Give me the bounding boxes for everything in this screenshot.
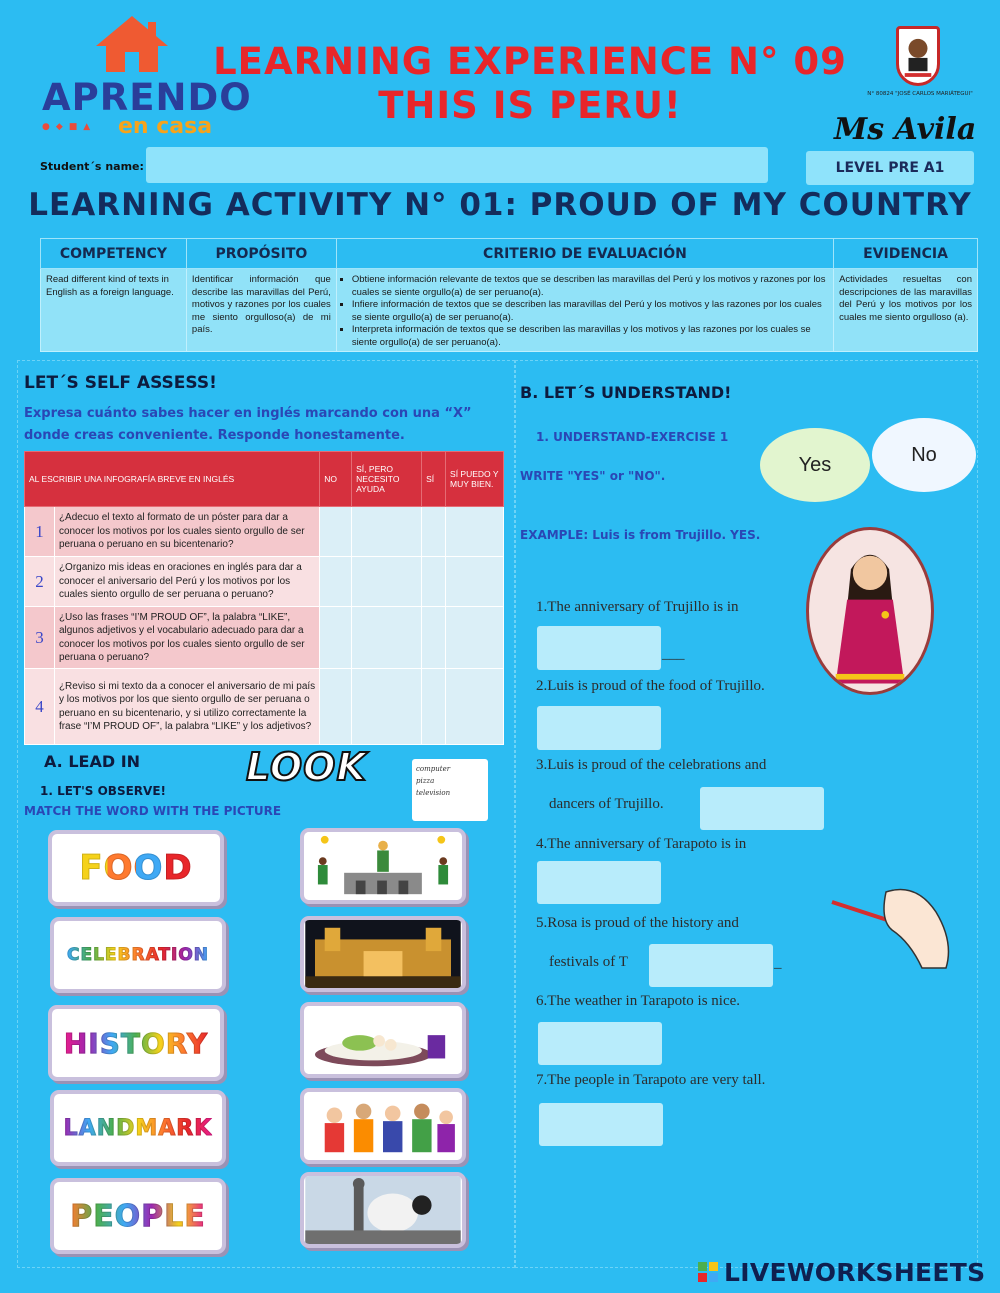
table-row xyxy=(25,607,504,669)
sketch-word: television xyxy=(416,789,451,797)
answer-input-7[interactable] xyxy=(539,1103,663,1146)
check-cell-yes[interactable] xyxy=(422,669,446,745)
word-card-history[interactable] xyxy=(48,1005,224,1081)
check-cell-no[interactable] xyxy=(320,607,352,669)
answer-input-1[interactable] xyxy=(537,626,661,670)
plaza-image xyxy=(304,1176,462,1244)
proposito-header: PROPÓSITO xyxy=(186,239,336,269)
picture-card-landmark[interactable] xyxy=(300,916,466,992)
logo-shapes-icon: ●◆■▲ xyxy=(42,122,97,132)
check-cell-verywell[interactable] xyxy=(446,607,504,669)
sa-header-help: SÍ, PERO NECESITO AYUDA xyxy=(352,452,422,507)
look-graphic: LOOK xyxy=(246,745,367,789)
liveworksheets-badge-icon xyxy=(698,1262,718,1282)
question-4: 4.The anniversary of Tarapoto is in xyxy=(536,836,747,852)
self-assess-table xyxy=(24,451,504,745)
celebration-image xyxy=(304,832,462,900)
question-1: 1.The anniversary of Trujillo is in xyxy=(536,599,739,615)
row-number: 3 xyxy=(25,607,55,669)
word-label: FOOD xyxy=(79,848,193,888)
table-row xyxy=(25,669,504,745)
picture-card-history[interactable] xyxy=(300,1172,466,1248)
self-assess-instructions: Expresa cuánto sabes hacer en inglés marcando con una “X” donde creas conveniente. Responde honestamente. xyxy=(24,406,472,443)
word-card-people[interactable] xyxy=(50,1178,226,1254)
liveworksheets-logo: LIVEWORKSHEETS xyxy=(724,1258,986,1287)
row-text: ¿Adecuo el texto al formato de un póster para dar a conocer los motivos por los cuales siento orgullo de ser peruana o peruano en su bicentenario? xyxy=(54,507,319,557)
question-6: 6.The weather in Tarapoto is nice. xyxy=(536,993,741,1009)
school-name: N° 80824 "JOSÉ CARLOS MARIÁTEGUI" xyxy=(867,91,973,97)
check-cell-yes[interactable] xyxy=(422,507,446,557)
exercise-example: EXAMPLE: Luis is from Trujillo. YES. xyxy=(520,528,761,542)
evidencia-cell: Actividades resueltas con descripciones de las maravillas del Perú y los motivos por los cuales me siento orgulloso (a). xyxy=(834,269,978,352)
check-cell-help[interactable] xyxy=(352,669,422,745)
check-cell-yes[interactable] xyxy=(422,607,446,669)
question-3-cont: dancers of Trujillo. xyxy=(549,796,664,812)
competency-table xyxy=(40,238,978,352)
table-row xyxy=(25,507,504,557)
logo-main: APRENDO xyxy=(42,76,252,119)
row-text: ¿Uso las frases “I’M PROUD OF”, la palabra “LIKE”, algunos adjetivos y el vocabulario adecuado para dar a conocer los motivos por los cuales siento orgullo de ser peruana o peruano? xyxy=(54,607,319,669)
activity-title: LEARNING ACTIVITY N° 01: PROUD OF MY COUNTRY xyxy=(28,187,972,223)
check-cell-no[interactable] xyxy=(320,669,352,745)
row-text: ¿Reviso si mi texto da a conocer el aniversario de mi país y los motivos por los que siento orgullo de ser peruana o peruano en su bicentenario, y si utilizo correctamente la frase “I’M PROUD OF”, la palabra “LIKE” y los adjetivos? xyxy=(54,669,319,745)
answer-input-3[interactable] xyxy=(700,787,824,830)
level-badge: LEVEL PRE A1 xyxy=(806,151,974,185)
question-3: 3.Luis is proud of the celebrations and xyxy=(536,757,767,773)
check-cell-verywell[interactable] xyxy=(446,557,504,607)
check-cell-verywell[interactable] xyxy=(446,669,504,745)
cathedral-image xyxy=(304,920,462,988)
teacher-name: Ms Avila xyxy=(834,112,977,147)
check-cell-no[interactable] xyxy=(320,557,352,607)
yes-speech-bubble xyxy=(760,428,870,502)
self-assess-heading: LET´S SELF ASSESS! xyxy=(24,373,217,393)
thinking-girl-illustration xyxy=(806,527,934,695)
competency-cell: Read different kind of texts in English as a foreign language. xyxy=(41,269,187,352)
word-label: LANDMARK xyxy=(63,1115,213,1141)
page-subtitle: THIS IS PERU! xyxy=(378,84,682,127)
sa-header-yes: SÍ xyxy=(422,452,446,507)
criterio-item: ▪ Interpreta información de textos que se describen las maravillas y los motivos y las razones por los cuales se siente orgullo(a) de ser peruano(a). xyxy=(352,324,828,349)
picture-card-celebration[interactable] xyxy=(300,828,466,904)
word-label: HISTORY xyxy=(63,1026,209,1060)
blank-line: _ xyxy=(774,955,782,971)
proposito-cell: Identificar información que describe las maravillas del Perú, motivos y razones por los cuales me siento orgulloso(a) de mi país. xyxy=(186,269,336,352)
row-number: 4 xyxy=(25,669,55,745)
logo-sub: en casa xyxy=(118,114,213,139)
lead-in-heading: A. LEAD IN xyxy=(44,752,141,771)
row-text: ¿Organizo mis ideas en oraciones en inglés para dar a conocer el aniversario del Perú y los motivos por los cuales siento orgullo de ser peruana o peruano? xyxy=(54,557,319,607)
word-card-food[interactable] xyxy=(48,830,224,906)
sketch-image xyxy=(412,759,488,821)
ceviche-image xyxy=(304,1006,462,1074)
answer-input-2[interactable] xyxy=(537,706,661,750)
crowd-image xyxy=(304,1092,462,1160)
sa-header-task: AL ESCRIBIR UNA INFOGRAFÍA BREVE EN INGLÉS xyxy=(25,452,320,507)
word-label: CELEBRATION xyxy=(66,945,210,965)
criterio-item: ▪ Infiere información de textos que se describen las maravillas del Perú y los motivos y las razones por los cuales se siente orgullo(a) de ser peruano(a). xyxy=(352,299,828,324)
question-2: 2.Luis is proud of the food of Trujillo. xyxy=(536,678,765,694)
observe-heading: 1. LET'S OBSERVE! xyxy=(40,784,166,798)
picture-card-people[interactable] xyxy=(300,1088,466,1164)
blank-line: ___ xyxy=(662,646,685,662)
answer-input-5[interactable] xyxy=(649,944,773,987)
check-cell-help[interactable] xyxy=(352,557,422,607)
check-cell-verywell[interactable] xyxy=(446,507,504,557)
check-cell-yes[interactable] xyxy=(422,557,446,607)
exercise-instruction: WRITE "YES" or "NO". xyxy=(520,469,666,483)
table-row xyxy=(25,557,504,607)
word-label: PEOPLE xyxy=(70,1198,206,1234)
answer-input-4[interactable] xyxy=(537,861,661,904)
school-crest-icon xyxy=(896,26,940,86)
criterio-header: CRITERIO DE EVALUACIÓN xyxy=(336,239,833,269)
sa-header-no: NO xyxy=(320,452,352,507)
student-name-input[interactable] xyxy=(146,147,768,183)
word-card-celebration[interactable] xyxy=(50,917,226,993)
check-cell-help[interactable] xyxy=(352,507,422,557)
row-number: 2 xyxy=(25,557,55,607)
match-instruction: MATCH THE WORD WITH THE PICTURE xyxy=(24,804,282,818)
criterio-cell xyxy=(336,269,833,352)
bubble-yes-label: Yes xyxy=(798,453,832,476)
criterio-item: ▪ Obtiene información relevante de textos que se describen las maravillas del Perú y los motivos y razones por los cuales se siente orgullo(a) de ser peruano(a). xyxy=(352,274,828,299)
row-number: 1 xyxy=(25,507,55,557)
sketch-word: computer xyxy=(416,765,451,773)
no-speech-bubble xyxy=(872,418,976,492)
answer-input-6[interactable] xyxy=(538,1022,662,1065)
check-cell-no[interactable] xyxy=(320,507,352,557)
sketch-word: pizza xyxy=(416,777,435,785)
check-cell-help[interactable] xyxy=(352,607,422,669)
page-title: LEARNING EXPERIENCE N° 09 xyxy=(213,40,847,83)
question-7: 7.The people in Tarapoto are very tall. xyxy=(536,1072,766,1088)
question-5-cont: festivals of T xyxy=(549,954,628,970)
question-5: 5.Rosa is proud of the history and xyxy=(536,915,739,931)
student-name-label: Student´s name: xyxy=(40,160,144,173)
evidencia-header: EVIDENCIA xyxy=(834,239,978,269)
understand-heading: B. LET´S UNDERSTAND! xyxy=(520,383,732,402)
exercise-title: 1. UNDERSTAND-EXERCISE 1 xyxy=(536,430,729,444)
sa-header-verywell: SÍ PUEDO Y MUY BIEN. xyxy=(446,452,504,507)
bubble-no-label: No xyxy=(911,443,937,466)
house-icon xyxy=(92,14,172,74)
competency-header: COMPETENCY xyxy=(41,239,187,269)
picture-card-food[interactable] xyxy=(300,1002,466,1078)
word-card-landmark[interactable] xyxy=(50,1090,226,1166)
writing-hand-icon xyxy=(826,872,956,972)
